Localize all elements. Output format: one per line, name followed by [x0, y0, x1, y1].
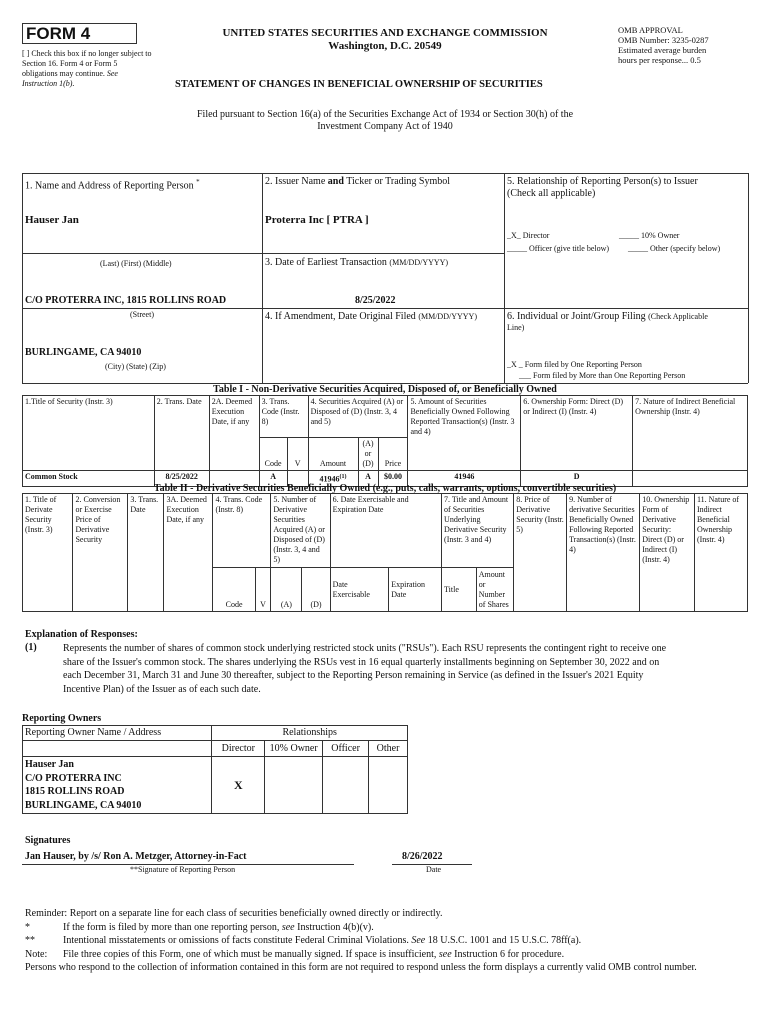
owner-line: Hauser Jan — [25, 759, 74, 770]
box1-label-text: 1. Name and Address of Reporting Person — [25, 180, 194, 192]
grid-line — [22, 173, 23, 383]
footer-star2-a: Intentional misstatements or omissions of facts constitute Federal Criminal Violations. — [63, 935, 409, 946]
date-label: Date — [426, 865, 442, 874]
footer-star1-b: Instruction 4(b)(v). — [297, 921, 374, 933]
box4-label — [265, 311, 477, 323]
t1-amount-footnote[interactable]: (1) — [339, 474, 347, 480]
box3-label — [265, 257, 448, 269]
commission-name: UNITED STATES SECURITIES AND EXCHANGE COMMISSION — [222, 27, 548, 39]
footer-star2-b: 18 U.S.C. 1001 and 15 U.S.C. 78ff(a). — [427, 935, 582, 946]
footer-notes — [25, 907, 755, 975]
t2-h2: 2. Conversion or Exercise Price of Derivative Security — [73, 494, 128, 612]
grid-line — [22, 173, 748, 174]
box6-label-text: 6. Individual or Joint/Group Filing — [507, 311, 646, 322]
t2-h3a: 3A. Deemed Execution Date, if any — [164, 494, 213, 612]
explanation-heading: Explanation of Responses: — [25, 629, 138, 640]
grid-line — [22, 253, 262, 254]
owner-line: C/O PROTERRA INC — [25, 772, 122, 784]
t2-h8: 8. Price of Derivative Security (Instr. 5) — [514, 494, 567, 612]
box1-footnote-mark: * — [196, 178, 200, 186]
t1-h2a: 2A. Deemed Execution Date, if any — [209, 396, 259, 471]
footer-star1 — [25, 921, 755, 935]
city-label: (City) (State) (Zip) — [105, 362, 166, 371]
earliest-transaction-date: 8/25/2022 — [355, 295, 396, 306]
footer-star1-a: If the form is filed by more than one reporting person, — [63, 921, 280, 933]
owners-col-blank — [23, 741, 212, 757]
issuer-name: Proterra Inc [ PTRA ] — [265, 214, 369, 226]
t1-h1: 1.Title of Security (Instr. 3) — [23, 396, 155, 471]
owner-other-mark — [369, 757, 408, 814]
t2-sub-d: (D) — [302, 568, 330, 612]
commission-heading — [175, 27, 595, 53]
t2-h9: 9. Number of derivative Securities Beneficially Owned Following Reported Transaction(s) (Instr. 4) — [567, 494, 640, 612]
omb-line: OMB Number: 3235-0287 — [618, 35, 709, 45]
t2-h3: 3. Trans. Date — [128, 494, 164, 612]
omb-approval — [618, 25, 758, 65]
t1-h6: 6. Ownership Form: Direct (D) or Indirect (I) (Instr. 4) — [521, 396, 633, 471]
t1-sub-v: V — [287, 438, 308, 471]
box4-label-text: 4. If Amendment, Date Original Filed — [265, 311, 416, 322]
see-instruction: See Instruction 1(b). — [22, 69, 118, 88]
t2-sub-v: V — [255, 568, 271, 612]
table1 — [22, 395, 748, 487]
box1-label — [25, 176, 200, 192]
other-checkbox[interactable]: _____ Other (specify below) — [628, 244, 721, 253]
grid-line — [504, 173, 505, 383]
t2-sub-code: Code — [213, 568, 255, 612]
footer-persons: Persons who respond to the collection of information contained in this form are not required to respond unless the form displays a currently valid OMB control number. — [25, 962, 697, 973]
name-parts-label: (Last) (First) (Middle) — [100, 259, 172, 268]
ten-percent-owner-checkbox[interactable]: _____ 10% Owner — [619, 231, 680, 240]
t2-h11: 11. Nature of Indirect Beneficial Ownership (Instr. 4) — [694, 494, 747, 612]
explanation-text — [63, 642, 753, 696]
filing-more-persons[interactable]: ___ Form filed by More than One Reporting Person — [519, 371, 686, 380]
owners-col-officer: Officer — [323, 741, 369, 757]
omb-line: Estimated average burden — [618, 45, 707, 55]
explanation-line: each December 31, March 31 and June 30 thereafter, subject to the Reporting Person remaining in Service (as defined in the Issuer's 2021 Equity — [63, 670, 644, 681]
signer-name: Jan Hauser, by /s/ Ron A. Metzger, Attorney-in-Fact — [25, 851, 247, 862]
check-box-text[interactable]: [ ] Check this box if no longer subject to Section 16. Form 4 or Form 5 obligations may continue. — [22, 49, 152, 78]
box6-label-line: Line) — [507, 323, 525, 332]
owners-col-relationships: Relationships — [212, 726, 408, 741]
t1-h4: 4. Securities Acquired (A) or Disposed of (D) (Instr. 3, 4 and 5) — [308, 396, 408, 438]
signature-date: 8/26/2022 — [402, 851, 443, 862]
commission-location: Washington, D.C. 20549 — [328, 40, 442, 52]
owners-col-10pct: 10% Owner — [265, 741, 323, 757]
box6-label — [507, 311, 745, 333]
t2-h1: 1. Title of Derivate Security (Instr. 3) — [23, 494, 73, 612]
filed-pursuant-line: Filed pursuant to Section 16(a) of the Securities Exchange Act of 1934 or Section 30(h) of the — [196, 109, 574, 120]
explanation-number: (1) — [25, 642, 37, 653]
box5-label — [507, 176, 745, 200]
t2-sub-exercisable: Date Exercisable — [330, 568, 389, 612]
footer-star1-see: see — [281, 921, 295, 933]
grid-line — [262, 173, 263, 383]
t2-h7: 7. Title and Amount of Securities Underlying Derivative Security (Instr. 3 and 4) — [442, 494, 514, 568]
footer-note — [25, 948, 755, 962]
t1-price: $0.00 — [378, 471, 408, 487]
box3-format: (MM/DD/YYYY) — [389, 258, 449, 267]
t1-h7: 7. Nature of Indirect Beneficial Ownership (Instr. 4) — [633, 396, 748, 471]
omb-line: hours per response... 0.5 — [618, 55, 701, 65]
explanation-line: Incentive Plan) of the Issuer as of each such date. — [63, 683, 261, 695]
grid-line — [504, 308, 748, 309]
signatures-heading: Signatures — [25, 835, 71, 846]
signature-label: **Signature of Reporting Person — [130, 865, 236, 874]
omb-line: OMB APPROVAL — [618, 25, 683, 35]
t1-h2: 2. Trans. Date — [154, 396, 209, 471]
box2-label-rest: Ticker or Trading Symbol — [346, 176, 451, 187]
t1-date: 8/25/2022 — [154, 471, 209, 487]
owner-line: 1815 ROLLINS ROAD — [25, 786, 125, 797]
owner-officer-mark — [323, 757, 369, 814]
grid-line — [262, 308, 504, 309]
reporting-city: BURLINGAME, CA 94010 — [25, 347, 142, 358]
footer-note-b: Instruction 6 for procedure. — [454, 948, 565, 960]
t2-sub-title: Title — [442, 568, 477, 612]
footer-note-see: see — [438, 948, 452, 960]
owner-address — [23, 757, 212, 814]
director-checkbox[interactable]: _X_ Director — [507, 231, 550, 240]
t1-h3: 3. Trans. Code (Instr. 8) — [259, 396, 308, 438]
t2-h4: 4. Trans. Code (Instr. 8) — [213, 494, 271, 568]
t1-amount-value: 41946 — [319, 474, 340, 484]
owner-line: BURLINGAME, CA 94010 — [25, 799, 142, 811]
t1-code: A — [259, 471, 287, 487]
t2-sub-a: (A) — [271, 568, 302, 612]
footer-star2-see: See — [411, 935, 426, 946]
officer-checkbox[interactable]: _____ Officer (give title below) — [507, 244, 610, 253]
box6-label-sub: (Check Applicable — [648, 312, 708, 321]
box3-label-text: 3. Date of Earliest Transaction — [265, 257, 387, 268]
table2-title: Table II - Derivative Securities Beneficially Owned (e.g., puts, calls, warrants, options, convertible securities) — [153, 483, 617, 494]
t2-h10: 10. Ownership Form of Derivative Security: Direct (D) or Indirect (I) (Instr. 4) — [640, 494, 695, 612]
t1-aord: A — [358, 471, 378, 487]
reporting-street: C/O PROTERRA INC, 1815 ROLLINS ROAD — [25, 295, 227, 306]
form-title-box — [22, 23, 137, 44]
t1-security: Common Stock — [23, 471, 155, 487]
filed-pursuant-line: Investment Company Act of 1940 — [317, 121, 453, 132]
footer-star2 — [25, 934, 755, 948]
t1-sub-aord: (A) or (D) — [358, 438, 378, 471]
footer-note-mark: Note: — [25, 948, 48, 960]
owners-heading: Reporting Owners — [22, 713, 102, 724]
t2-sub-amount: Amount or Number of Shares — [476, 568, 513, 612]
t1-sub-amount: Amount — [308, 438, 358, 471]
owners-col-director: Director — [212, 741, 265, 757]
t2-h5: 5. Number of Derivative Securities Acquired (A) or Disposed of (D) (Instr. 3, 4 and 5) — [271, 494, 330, 568]
no-longer-subject-note — [22, 49, 152, 89]
owner-director-mark: X — [212, 757, 265, 814]
grid-line — [22, 308, 262, 309]
explanation-line: Represents the number of shares of common stock underlying restricted stock units ("RSUs"). Each RSU represents the contingent right to receive one — [63, 643, 667, 654]
t1-owned: 41946 — [408, 471, 521, 487]
street-label: (Street) — [130, 310, 154, 319]
reporting-name: Hauser Jan — [25, 214, 79, 226]
box4-format: (MM/DD/YYYY) — [418, 312, 477, 321]
table1-title: Table I - Non-Derivative Securities Acquired, Disposed of, or Beneficially Owned — [213, 384, 557, 395]
t1-sub-price: Price — [378, 438, 408, 471]
box2-label — [265, 176, 450, 188]
footer-reminder: Reminder: Report on a separate line for each class of securities beneficially owned directly or indirectly. — [25, 908, 443, 919]
grid-line — [262, 253, 504, 254]
owner-10pct-mark — [265, 757, 323, 814]
owners-col-other: Other — [369, 741, 408, 757]
owners-table — [22, 725, 408, 814]
t1-form: D — [521, 471, 633, 487]
t2-sub-expiration: Expiration Date — [389, 568, 442, 612]
t2-h6: 6. Date Exercisable and Expiration Date — [330, 494, 441, 568]
form-title: FORM 4 — [26, 24, 91, 43]
statement-title: STATEMENT OF CHANGES IN BENEFICIAL OWNERSHIP OF SECURITIES — [175, 79, 543, 90]
footer-star1-mark: * — [25, 921, 30, 933]
owners-row — [23, 757, 408, 814]
box2-and: and — [327, 176, 344, 187]
footer-note-a: File three copies of this Form, one of which must be manually signed. If space is insufficient, — [63, 948, 437, 960]
filing-one-person[interactable]: _X _ Form filed by One Reporting Person — [507, 360, 642, 369]
grid-line — [748, 173, 749, 383]
box5-label-sub: (Check all applicable) — [507, 188, 596, 199]
explanation-line: share of the Issuer's common stock. The shares underlying the RSUs vest in 16 equal quarterly installments beginning on September 30, 2022 and on — [63, 656, 660, 668]
table2 — [22, 493, 748, 612]
t1-sub-code: Code — [259, 438, 287, 471]
t1-h5: 5. Amount of Securities Beneficially Owned Following Reported Transaction(s) (Instr. 3 and 4) — [408, 396, 521, 471]
filed-pursuant — [90, 109, 680, 133]
box5-label-text: 5. Relationship of Reporting Person(s) to Issuer — [507, 176, 698, 187]
box2-label-text: 2. Issuer Name — [265, 176, 326, 187]
owners-col-name: Reporting Owner Name / Address — [23, 726, 212, 741]
footer-star2-mark: ** — [25, 935, 35, 946]
